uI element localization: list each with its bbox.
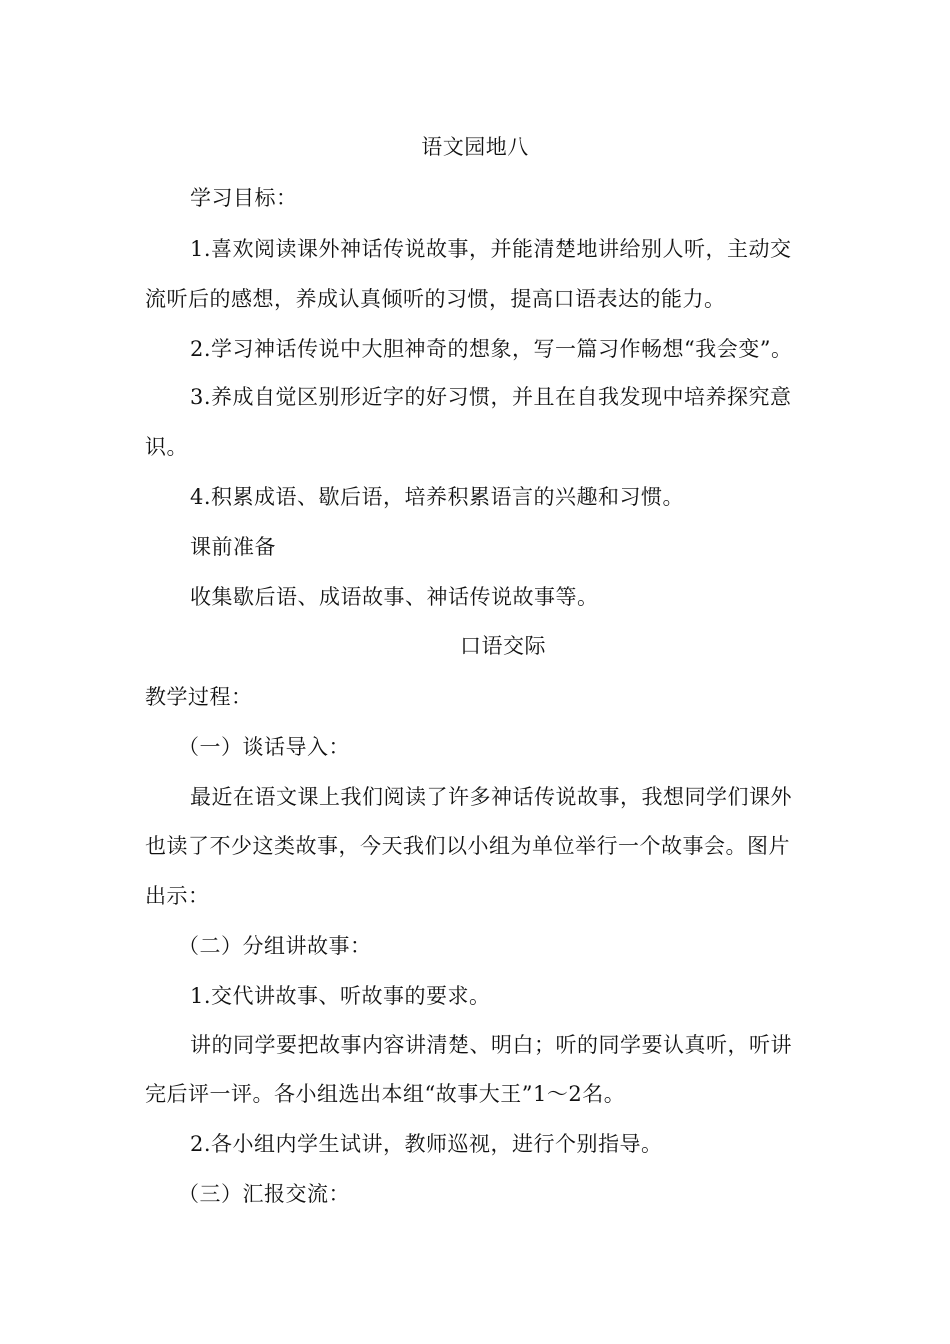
step2-heading: （二）分组讲故事： xyxy=(178,934,372,958)
step2-detail-line1: 讲的同学要把故事内容讲清楚、明白；听的同学要认真听，听讲 xyxy=(190,1033,792,1057)
section-title: 口语交际 xyxy=(460,634,546,658)
preparation-text: 收集歇后语、成语故事、神话传说故事等。 xyxy=(190,585,599,609)
document-title: 语文园地八 xyxy=(421,135,529,159)
step2-item1: 1.交代讲故事、听故事的要求。 xyxy=(190,984,491,1008)
objective-3-line2: 识。 xyxy=(145,435,188,459)
objective-4: 4.积累成语、歇后语，培养积累语言的兴趣和习惯。 xyxy=(190,485,685,509)
step1-line2: 也读了不少这类故事，今天我们以小组为单位举行一个故事会。图片 xyxy=(145,834,790,858)
step2-item2: 2.各小组内学生试讲，教师巡视，进行个别指导。 xyxy=(190,1132,663,1156)
process-heading: 教学过程： xyxy=(145,685,253,709)
objective-1-line1: 1.喜欢阅读课外神话传说故事，并能清楚地讲给别人听，主动交 xyxy=(190,237,792,261)
objectives-heading: 学习目标： xyxy=(190,186,298,210)
preparation-heading: 课前准备 xyxy=(190,535,276,559)
step3-heading: （三）汇报交流： xyxy=(178,1182,350,1206)
objective-1-line2: 流听后的感想，养成认真倾听的习惯，提高口语表达的能力。 xyxy=(145,287,726,311)
step1-heading: （一）谈话导入： xyxy=(178,735,350,759)
objective-3-line1: 3.养成自觉区别形近字的好习惯，并且在自我发现中培养探究意 xyxy=(190,385,792,409)
step2-detail-line2: 完后评一评。各小组选出本组“故事大王”1～2名。 xyxy=(145,1082,626,1106)
step1-line3: 出示： xyxy=(145,884,210,908)
step1-line1: 最近在语文课上我们阅读了许多神话传说故事，我想同学们课外 xyxy=(190,785,792,809)
objective-2: 2.学习神话传说中大胆神奇的想象，写一篇习作畅想“我会变”。 xyxy=(190,337,793,361)
